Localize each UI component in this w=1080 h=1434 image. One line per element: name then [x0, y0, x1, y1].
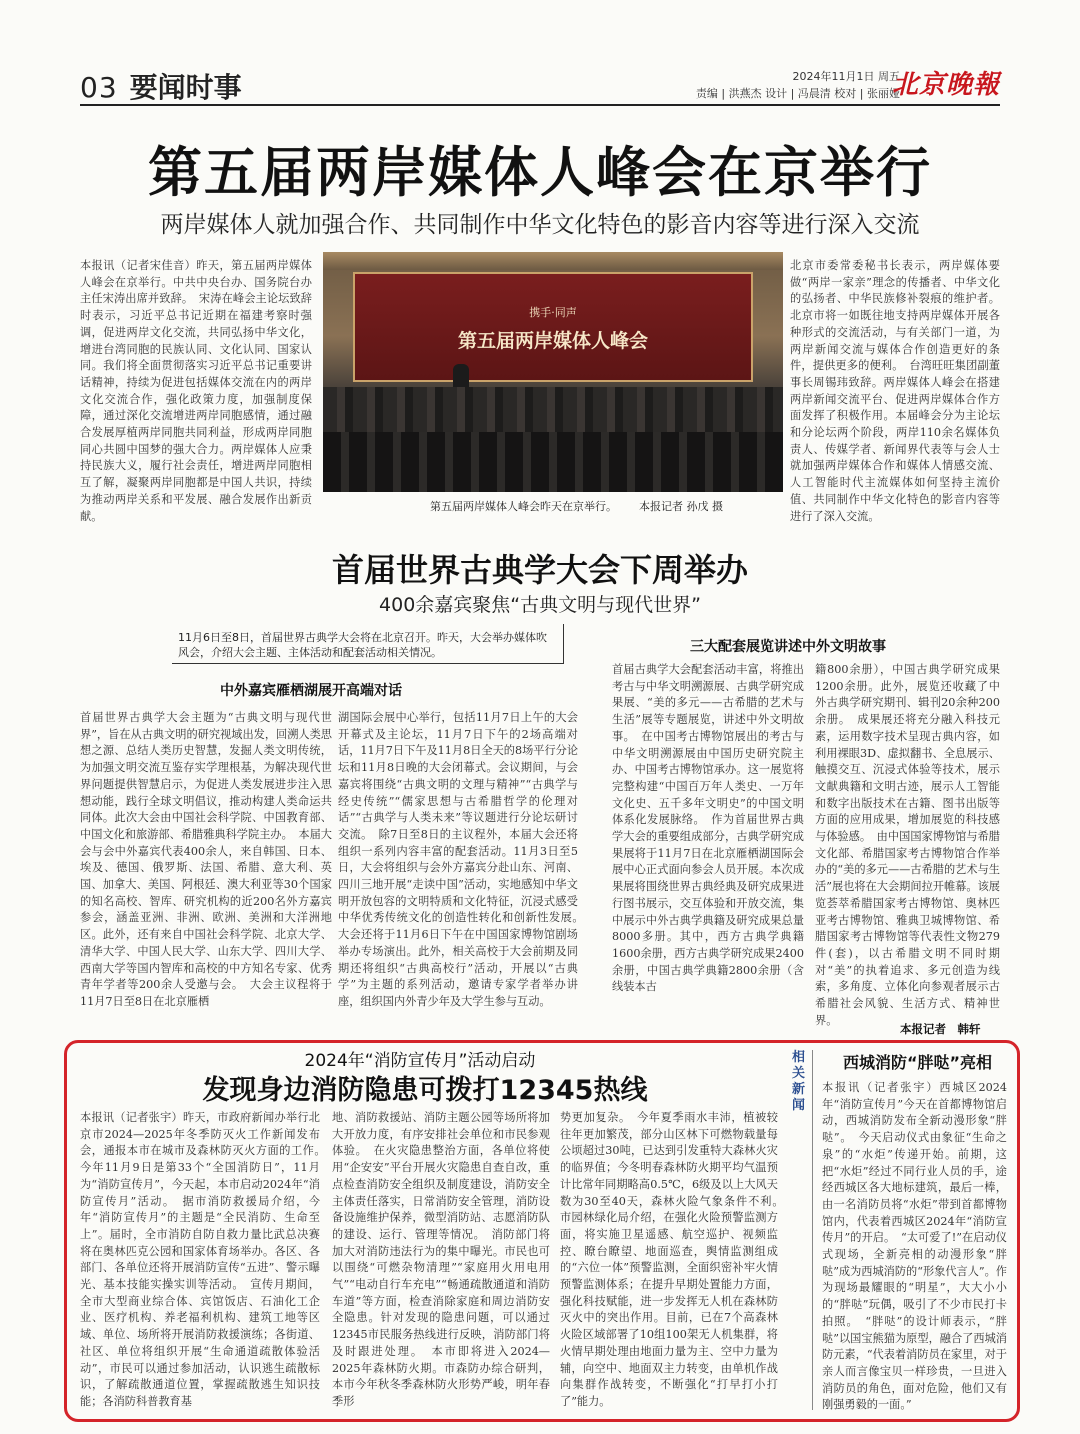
story1-column-2: 北京市委常委秘书长表示，两岸媒体要做“两岸一家亲”理念的传播者、中华文化的弘扬者、中华民族修补裂痕的维护者。北京市将一如既往地支持两岸媒体开展各种形式的交流活动，与有关部门一道，为两岸新闻交流与媒体合作创造更好的条件，提供更多的便利。 台湾旺旺集团副董事长周锡玮致辞。两岸媒体人峰会在搭建两岸新闻交流平台、促进两岸媒体合作方面发挥了积极作用。本届峰会分为主论坛和分论坛两个阶段，两岸110余名媒体负责人、传媒学者、新闻界代表等与会人士就加强两岸媒体合作和媒体人情感交流、人工智能时代主流媒体如何坚持主流价值、共同制作中华文化特色的影音内容等进行了深入交流。 [790, 259, 1000, 523]
story3-column-2: 地、消防救援站、消防主题公园等场所将加大开放力度，有序安排社会单位和市民参观体验。 在火灾隐患整治方面，各单位将使用“企安安”平台开展火灾隐患自查自改，重点检查消防安全组织及制度建设，消防安全主体责任落实，日常消防安全管理，消防设备设施维护保养，微型消防站、志愿消防队的建设、运行、管理等情况。 消防部门将加大对消防违法行为的集中曝光。市民也可以围绕“可燃杂物清理”“家庭用火用电用气”“电动自行车充电”“畅通疏散通道和消防车道”等方面，检查消除家庭和周边消防安全隐患。针对发现的隐患问题，可以通过12345市民服务热线进行反映，消防部门将及时跟进处理。 本市即将进入2024—2025年森林防火期。市森防办综合研判，本市今年秋冬季森林防火形势严峻，明年春季形 [332, 1111, 550, 1408]
caption-text: 第五届两岸媒体人峰会昨天在京举行。 [430, 500, 617, 513]
summit-photo [323, 252, 783, 492]
story3-column-3: 势更加复杂。 今年夏季雨水丰沛，植被较往年更加繁茂，部分山区林下可燃物载量每公顷超过30吨，已达到引发重特大森林火灾的临界值；今冬明春森林防火期平均气温预计比常年同期略高0.5℃，6级及以上大风天数为30至40天，森林火险气象条件不利。 市园林绿化局介绍，在强化火险预警监测方面，将实施卫星遥感、航空巡护、视频监控、瞭台瞭望、地面巡查，舆情监测组成的“六位一体”预警监测，全面织密补牢火情预警监测体系；在提升早期处置能力方面，强化科技赋能，进一步发挥无人机在森林防灭火中的突出作用。目前，已在7个高森林火险区域部署了10组100架无人机集群，将火情早期处理由地面力量为主、空中力量为辅，向空中、地面双主力转变，由单机作战向集群作战转变，不断强化“打早打小打了”能力。 [560, 1111, 790, 1408]
stage-banner [353, 272, 753, 382]
story2-column-3: 首届古典学大会配套活动丰富，将推出考古与中华文明溯源展、古典学研究成果展、“美的多元——古希腊的艺术与生活”展等专题展览，讲述中外文明故事。 在中国考古博物馆展出的考古与中华文明溯源展由中国历史研究院主办、中国考古博物馆承办。这一展览将完整构建“中国百万年人类史、一万年文化史、五千多年文明史”的中国文明体系化发展脉络。 作为首届世界古典学大会的重要组成部分，古典学研究成果展将于11月7日在北京雁栖湖国际会展中心正式面向参会人员开展。本次成果展将围绕世界古典经典及研究成果进行图书展示，交互体验和开放交流，集中展示中外古典学典籍及研究成果总量8000多册。其中，西方古典学典籍1600余册，西方古典学研究成果2400余册，中国古典学典籍2800余册（含线装本古 [612, 663, 804, 994]
headline-main-subtitle: 两岸媒体人就加强合作、共同制作中华文化特色的影音内容等进行深入交流 [160, 212, 920, 238]
issue-date: 2024年11月1日 周五 [792, 70, 900, 83]
banner-small-text: 携手·同声 [529, 306, 577, 319]
newspaper-logo: 北京晚報 [891, 70, 1000, 100]
classics-lead: 11月6日至8日，首届世界古典学大会将在北京召开。昨天，大会举办媒体吹风会，介绍大会主题、主体活动和配套活动相关情况。 [172, 624, 564, 664]
fire-headline: 发现身边消防隐患可拨打12345热线 [202, 1075, 648, 1106]
header-meta [696, 68, 900, 102]
fire-kicker: 2024年“消防宣传月”活动启动 [304, 1051, 536, 1071]
related-news-label: 相关新闻 [792, 1050, 806, 1113]
xicheng-headline: 西城消防“胖哒”亮相 [842, 1053, 993, 1072]
banner-title-text: 第五届两岸媒体人峰会 [457, 330, 648, 352]
story2-column-2: 湖国际会展中心举行，包括11月7日上午的大会开幕式及主论坛，11月7日下午的2场高端对话，11月7日下午及11月8日全天的8场平行分论坛和11月8日晚的大会闭幕式。会议期间，与会嘉宾将围绕“古典文明的文理与精神”“古典学与经史传统”“儒家思想与古希腊哲学的伦理对话”“古典学与人类未来”等议题进行分论坛研讨交流。 除7日至8日的主议程外，本届大会还将组织一系列内容丰富的配套活动。11月3日至5日，大会将组织与会外方嘉宾分赴山东、河南、四川三地开展“走读中国”活动，实地感知中华文明开放包容的文明特质和文化特征，沉浸式感受中华优秀传统文化的创造性转化和创新性发展。 大会还将于11月6日下午在中国国家博物馆剧场举办专场演出。此外，相关高校于大会前期及同期还将组织“古典高校行”活动，开展以“古典学”为主题的系列活动，邀请专家学者举办讲座，组织国内外青少年及大学生参与互动。 [338, 711, 590, 1008]
subhead-exhibitions: 三大配套展览讲述中外文明故事 [690, 639, 886, 655]
editor-credits: 责编 | 洪燕杰 设计 | 冯晨清 校对 | 张丽娅 [695, 87, 900, 100]
story3-column-1: 本报讯（记者张宇）昨天，市政府新闻办举行北京市2024—2025年冬季防灭火工作新闻发布会，通报本市在城市及森林防灭火方面的工作。 今年11月9日是第33个“全国消防日”，11月为“消防宣传月”，今天起，本市启动2024年“消防宣传月”活动。 据市消防救援局介绍，今年“消防宣传月”的主题是“全民消防、生命至上”。届时，全市消防自防自救力量比武总决赛将在奥林匹克公园和国家体育场举办。各区、各部门、各单位还将开展消防宣传“五进”、警示曝光、基本技能实操实训等活动。 宣传月期间，全市大型商业综合体、宾馆饭店、石油化工企业、医疗机构、养老福利机构、建筑工地等区域、单位、场所将开展消防救援演练；各街道、社区、单位将组织开展“生命通道疏散体验活动”，市民可以通过参加活动，认识逃生疏散标识，了解疏散通道位置，掌握疏散逃生知识技能；各消防科普教育基 [80, 1111, 332, 1408]
page-number-section [80, 66, 242, 106]
page-number: 03 [80, 71, 118, 104]
story2-column-4: 籍800余册），中国古典学研究成果1200余册。此外，展览还收藏了中外古典学研究期刊、辑刊20余种200余册。 成果展还将充分融入科技元素，运用数字技术呈现古典内容，如利用裸眼3D、虚拟翻书、全息展示、触摸交互、沉浸式体验等技术，展示文献典籍和文明古迹，展示人工智能和数字出版技术在古籍、图书出版等方面的应用成果，增加展览的科技感与体验感。 由中国国家博物馆与希腊文化部、希腊国家考古博物馆合作举办的“美的多元——古希腊的艺术与生活”展也将在大会期间拉开帷幕。该展览荟萃希腊国家考古博物馆、奥林匹亚考古博物馆、雅典卫城博物馆、希腊国家考古博物馆等代表性文物279件(套)，以古希腊文明不同时期对“美”的执着追求、多元创造为线索，多角度、立体化向参观者展示古希腊社会风貌、生活方式、精神世界。 [815, 663, 1000, 1027]
page-header [80, 60, 1000, 108]
photo-credit: 本报记者 孙戊 摄 [639, 500, 723, 513]
story2-credit: 本报记者 韩轩 [900, 1022, 981, 1036]
story1-column-1: 本报讯（记者宋佳音）昨天，第五届两岸媒体人峰会在京举行。中共中央台办、国务院台办主任宋涛出席并致辞。 宋涛在峰会主论坛致辞时表示，习近平总书记近期在福建考察时强调，促进两岸文化交流，共同弘扬中华文化，增进台湾同胞的民族认同、文化认同、国家认同。我们将全面贯彻落实习近平总书记重要讲话精神，持续为促进包括媒体交流在内的两岸文化交流合作，强化政策力度，加强制度保障，通过深化交流增进两岸同胞感情，通过融合发展厚植两岸同胞共同利益，形成两岸同胞同心共圆中国梦的强大合力。两岸媒体人应秉持民族大义，履行社会责任，增进两岸同胞相互了解，凝聚两岸同胞都是中国人共识，持续为推动两岸关系和平发展、融合发展作出新贡献。 [80, 259, 312, 523]
headline-classics: 首届世界古典学大会下周举办 [331, 551, 748, 589]
related-divider [812, 1050, 813, 1410]
story2-column-1: 首届世界古典学大会主题为“古典文明与现代世界”，旨在从古典文明的研究视域出发，回溯人类思想之源、总结人类历史智慧，发掘人类文明传统，为加强文明交流互鉴存实学理根基，为解决现代世界问题提供智慧启示，为促进人类发展进步注入思想动能，践行全球文明倡议，推动构建人类命运共同体。此次大会由中国社会科学院、中国教育部、中国文化和旅游部、希腊雅典科学院主办。 本届大会与会中外嘉宾代表400余人，来自韩国、日本、埃及、德国、俄罗斯、法国、希腊、意大利、英国、加拿大、美国、阿根廷、澳大利亚等30个国家的知名高校、智库、研究机构的近200名外方嘉宾参会，涵盖亚洲、非洲、欧洲、美洲和大洋洲地区。此外，还有来自中国社会科学院、北京大学、清华大学、中国人民大学、山东大学、四川大学、西南大学等国内智库和高校的中方知名专家、优秀青年学者等200余人受邀与会。 大会主议程将于11月7日至8日在北京雁栖 [80, 711, 332, 1008]
headline-classics-subtitle: 400余嘉宾聚焦“古典文明与现代世界” [379, 594, 701, 616]
section-title: 要闻时事 [129, 71, 242, 104]
header-rule [80, 104, 1000, 106]
xicheng-story: 本报讯（记者张宇）西城区2024年“消防宣传月”今天在首都博物馆启动，西城消防发布全新动漫形象“胖哒”。 今天启动仪式由象征“生命之泉”的“水炬”传递开始。前期，这把“水炬”经过不同行业人员的手，途经西城区各大地标建筑，最后一棒，由一名消防员将“水炬”带到首都博物馆内，代表着西城区2024年“消防宣传月”的开启。 “太可爱了!”在启动仪式现场，全新亮相的动漫形象“胖哒”成为西城消防的“形象代言人”。作为现场最耀眼的“明星”，大大小小的“胖哒”玩偶，吸引了不少市民打卡拍照。 “胖哒”的设计师表示，“胖哒”以国宝熊猫为原型，融合了西城消防元素，“代表着消防员在家里，对于亲人而言像宝贝一样珍贵，一旦进入消防员的角色，面对危险，他们又有刚强勇毅的一面。” [822, 1081, 1007, 1412]
headline-main: 第五届两岸媒体人峰会在京举行 [148, 141, 932, 204]
subhead-yanqi-lake: 中外嘉宾雁栖湖展开高端对话 [220, 683, 402, 699]
photo-caption [430, 498, 780, 514]
